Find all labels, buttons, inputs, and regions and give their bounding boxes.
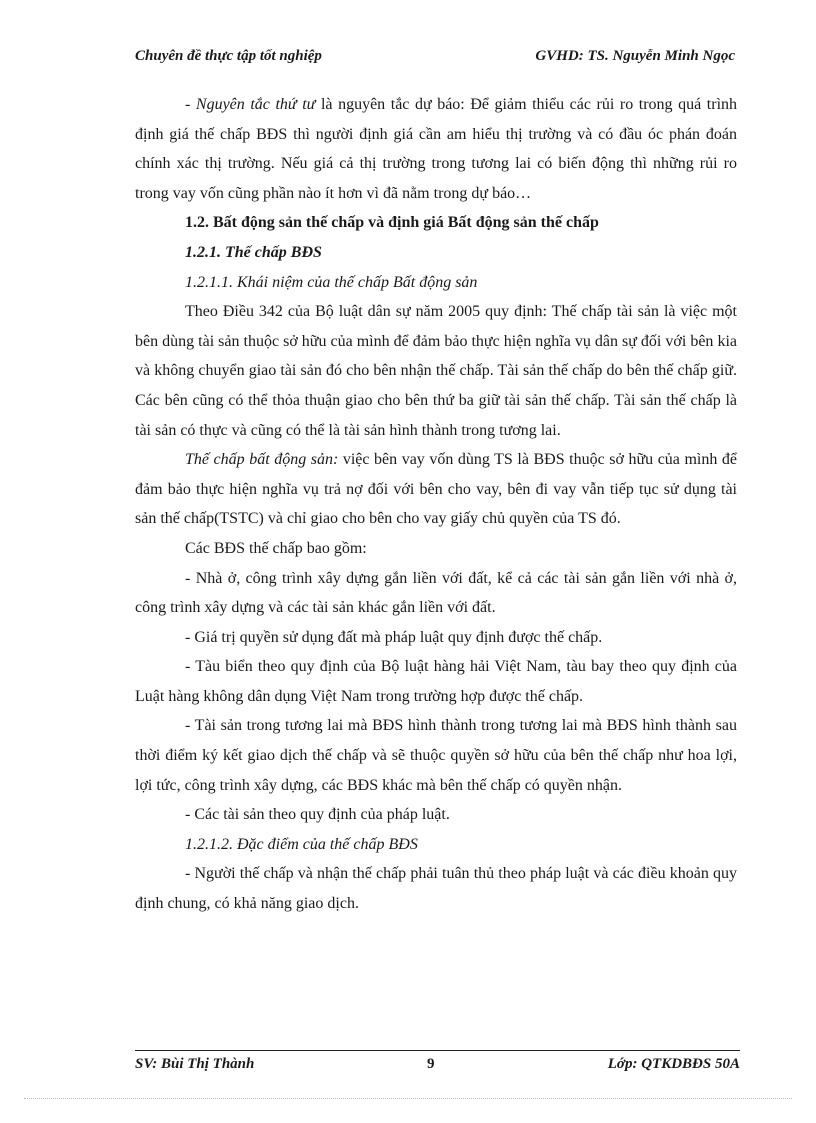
- page-header: [135, 48, 735, 70]
- paragraph: [135, 90, 737, 208]
- footer-class: Lớp: QTKDBĐS 50A: [607, 1056, 740, 1072]
- paragraph-text: là nguyên tắc dự báo: Để giảm thiểu các rủi ro trong quá trình định giá thế chấp BĐS thì người định giá cần am hiểu thị trường và có đầu óc phán đoán chính xác thị trường. Nếu giá cả thị trường trong tương lai có biến động thì những rủi ro trong vay vốn cũng phần nào ít hơn vì đã nằm trong dự báo…: [135, 96, 738, 202]
- list-item: - Tàu biển theo quy định của Bộ luật hàng hải Việt Nam, tàu bay theo quy định của Luật hàng không dân dụng Việt Nam trong trường hợp được thế chấp.: [135, 658, 737, 705]
- emphasis-text: Nguyên tắc thứ tư: [195, 96, 316, 113]
- header-supervisor: GVHD: TS. Nguyễn Minh Ngọc: [535, 48, 735, 64]
- subsection-heading: 1.2.1. Thế chấp BĐS: [185, 243, 322, 261]
- paragraph: [135, 445, 737, 534]
- list-item: - Nhà ở, công trình xây dựng gắn liền với đất, kể cả các tài sản gắn liền với nhà ở, công trình xây dựng và các tài sản khác gắn liền với đất.: [135, 569, 737, 617]
- emphasis-text: Thế chấp bất động sản:: [185, 451, 339, 469]
- document-body: [135, 90, 737, 919]
- page-footer: [135, 1056, 740, 1078]
- paragraph-text: việc bên vay vốn dùng TS là BĐS thuộc sở hữu của mình để đảm bảo thực hiện nghĩa vụ trả nợ đối với bên cho vay, bên đi vay vẫn tiếp tục sử dụng tài sản thế chấp(TSTC) và chỉ giao cho bên cho vay giấy chủ quyền của TS đó.: [135, 451, 737, 528]
- footer-divider: [135, 1050, 740, 1051]
- list-item: - Các tài sản theo quy định của pháp luật.: [185, 806, 450, 824]
- list-item: - Người thế chấp và nhận thế chấp phải tuân thủ theo pháp luật và các điều khoản quy định chung, có khả năng giao dịch.: [135, 865, 737, 913]
- page-edge: [24, 1098, 792, 1099]
- paragraph: Các BĐS thế chấp bao gồm:: [185, 539, 367, 557]
- page-number: 9: [427, 1056, 435, 1072]
- header-title: Chuyên đề thực tập tốt nghiệp: [135, 48, 322, 64]
- subsubsection-heading: 1.2.1.1. Khái niệm của thế chấp Bất động sản: [185, 273, 478, 291]
- footer-student: SV: Bùi Thị Thành: [135, 1056, 255, 1072]
- paragraph: Theo Điều 342 của Bộ luật dân sự năm 2005 quy định: Thế chấp tài sản là việc một bên dùng tài sản thuộc sở hữu của mình để đảm bảo thực hiện nghĩa vụ dân sự đối với bên kia và không chuyển giao tài sản đó cho bên nhận thế chấp. Tài sản thế chấp do bên thế chấp giữ. Các bên cũng có thể thỏa thuận giao cho bên thứ ba giữ tài sản thế chấp. Tài sản thế chấp là tài sản có thực và cũng có thể là tài sản hình thành trong tương lai.: [135, 303, 737, 439]
- subsubsection-heading: 1.2.1.2. Đặc điểm của thế chấp BĐS: [185, 835, 418, 853]
- list-item: - Giá trị quyền sử dụng đất mà pháp luật quy định được thế chấp.: [185, 628, 603, 646]
- list-item: - Tài sản trong tương lai mà BĐS hình thành trong tương lai mà BĐS hình thành sau thời điểm ký kết giao dịch thế chấp và sẽ thuộc quyền sở hữu của bên thế chấp như hoa lợi, lợi tức, công trình xây dựng, các BĐS khác mà bên thế chấp có quyền nhận.: [135, 717, 737, 794]
- section-heading: 1.2. Bất động sản thế chấp và định giá Bất động sản thế chấp: [185, 214, 599, 232]
- paragraph-lead: -: [185, 96, 196, 113]
